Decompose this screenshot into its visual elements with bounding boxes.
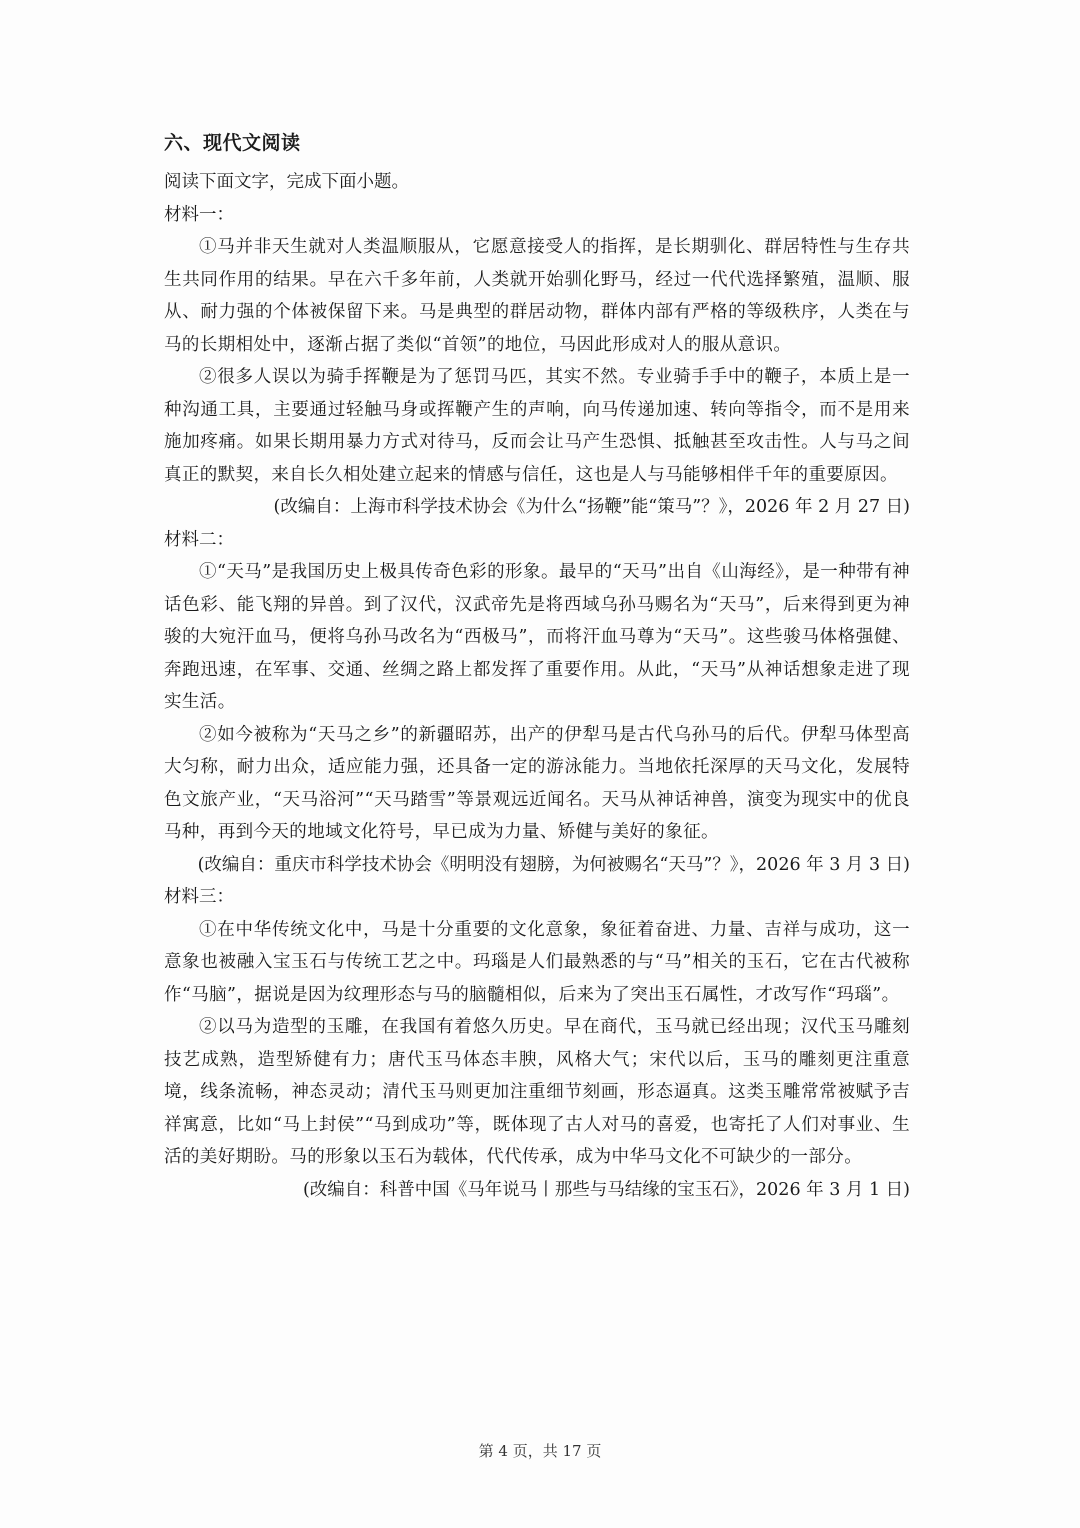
material-block — [164, 881, 910, 1206]
material-label: 材料三： — [164, 887, 234, 907]
material-block — [164, 199, 910, 524]
instruction-text: 阅读下面文字，完成下面小题。 — [164, 172, 409, 192]
material-paragraph: ②很多人误以为骑手挥鞭是为了惩罚马匹，其实不然。专业骑手手中的鞭子，本质上是一种沟通工具，主要通过轻触马身或挥鞭产生的声响，向马传递加速、转向等指令，而不是用来施加疼痛。如果长期用暴力方式对待马，反而会让马产生恐惧、抵触甚至攻击性。人与马之间真正的默契，来自长久相处建立起来的情感与信任，这也是人与马能够相伴千年的重要原因。 — [164, 367, 910, 485]
material-paragraph: ②以马为造型的玉雕，在我国有着悠久历史。早在商代，玉马就已经出现；汉代玉马雕刻技艺成熟，造型矫健有力；唐代玉马体态丰腴，风格大气；宋代以后，玉马的雕刻更注重意境，线条流畅，神态灵动；清代玉马则更加注重细节刻画，形态逼真。这类玉雕常常被赋予吉祥寓意，比如“马上封侯”“马到成功”等，既体现了古人对马的喜爱，也寄托了人们对事业、生活的美好期盼。马的形象以玉石为载体，代代传承，成为中华马文化不可缺少的一部分。 — [164, 1017, 910, 1167]
material-label: 材料一： — [164, 204, 234, 225]
material-label: 材料二： — [164, 529, 234, 550]
material-paragraph: ①“天马”是我国历史上极具传奇色彩的形象。最早的“天马”出自《山海经》，是一种带有神话色彩、能飞翔的异兽。到了汉代，汉武帝先是将西域乌孙马赐名为“天马”，后来得到更为神骏的大宛汗血马，便将乌孙马改名为“西极马”，而将汗血马尊为“天马”。这些骏马体格强健、奔跑迅速，在军事、交通、丝绸之路上都发挥了重要作用。从此，“天马”从神话想象走进了现实生活。 — [164, 562, 910, 712]
material-paragraph: ①在中华传统文化中，马是十分重要的文化意象，象征着奋进、力量、吉祥与成功，这一意象也被融入宝玉石与传统工艺之中。玛瑙是人们最熟悉的与“马”相关的玉石，它在古代被称作“马脑”，据说是因为纹理形态与马的脑髓相似，后来为了突出玉石属性，才改写作“玛瑙”。 — [164, 919, 910, 1005]
material-paragraph: ②如今被称为“天马之乡”的新疆昭苏，出产的伊犁马是古代乌孙马的后代。伊犁马体型高大匀称，耐力出众，适应能力强，还具备一定的游泳能力。当地依托深厚的天马文化，发展特色文旅产业，“天马浴河”“天马踏雪”等景观远近闻名。天马从神话神兽，演变为现实中的优良马种，再到今天的地域文化符号，早已成为力量、矫健与美好的象征。 — [164, 724, 910, 842]
material-source: (改编自：科普中国《马年说马丨那些与马结缘的宝玉石》，2026 年 3 月 1 日) — [302, 1179, 910, 1200]
material-block — [164, 524, 910, 882]
page-footer: 第 4 页，共 17 页 — [478, 1442, 602, 1460]
material-paragraph: ①马并非天生就对人类温顺服从，它愿意接受人的指挥，是长期驯化、群居特性与生存共生共同作用的结果。早在六千多年前，人类就开始驯化野马，经过一代代选择繁殖，温顺、服从、耐力强的个体被保留下来。马是典型的群居动物，群体内部有严格的等级秩序，人类在与马的长期相处中，逐渐占据了类似“首领”的地位，马因此形成对人的服从意识。 — [164, 237, 910, 355]
material-source: (改编自：上海市科学技术协会《为什么“扬鞭”能“策马”？》，2026 年 2 月 27 日) — [273, 497, 910, 517]
section-title: 六、现代文阅读 — [164, 132, 301, 154]
page-content — [164, 128, 910, 1206]
material-source: (改编自：重庆市科学技术协会《明明没有翅膀，为何被赐名“天马”？》，2026 年 3 月 3 日) — [197, 854, 910, 875]
